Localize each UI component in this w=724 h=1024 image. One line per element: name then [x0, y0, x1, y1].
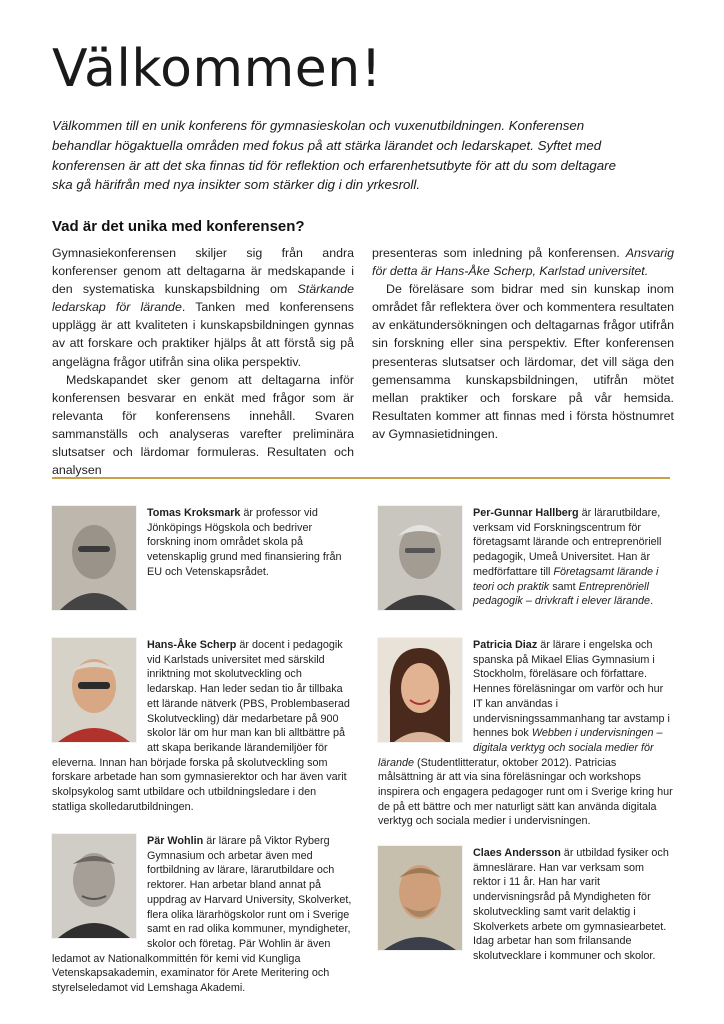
intro-text: Välkommen till en unik konferens för gymnasieskolan och vuxenutbildningen. Konferensen behandlar högaktuella områden med fokus på att stärka lärandet och ledarskapet. Syftet med konferensen är att det ska finnas tid för reflektion och erfarenhetsutbyte för att du som deltagare ska gå härifrån med nya insikter som stärker dig i din yrkesroll. [52, 118, 616, 193]
section-heading: Vad är det unika med konferensen? [52, 218, 305, 235]
speaker-per-gunnar-hallberg: Per-Gunnar Hallberg är lärarutbildare, verksam vid Forskningscentrum för företagsamt lärande och entreprenöriell pedagogik, Umeå Universitet. Han är medförfattare till Företagsamt lärande i teori och praktik samt Entreprenöriell pedagogik – drivkraft i elever lärande. [378, 506, 674, 614]
speaker-hans-ake-scherp: Hans-Åke Scherp är docent i pedagogik vid Karlstads universitet med särskild inriktning mot skolutveckling och ledarskap. Han leder sedan tio år tillbaka ett lärande nätverk (PBS, Problembaserad Skolutveckling) där medarbetare på 900 skolor lär om hur man kan bli alltbättre på att skapa berikande lärandemiljöer för eleverna. Innan han började forska på skolutveckling som forskare arbetade han som gymnasierektor och har även varit skolpsykolog samt utbildare och utbildningsledare i den statliga skolledarutbildningen. [52, 639, 350, 813]
portrait-photo-icon [52, 834, 136, 938]
portrait-photo-icon [378, 846, 462, 950]
portrait-photo-icon [378, 638, 462, 742]
portrait-photo-icon [52, 638, 136, 742]
body-paragraph: Gymnasiekonferensen skiljer sig från andra konferenser genom att deltagarna är medskapande i den systematiska kunskapsbildning om Stärkande ledarskap för lärande. Tanken med konferensens upplägg är att kvaliteten i kunskapsbildningen gynnas av att forskare och praktiker hjälps åt att förstå sig på angelägna frågor utifrån sina olika perspektiv. [52, 246, 354, 369]
portrait-photo-icon [52, 506, 136, 610]
portrait-photo-icon [378, 506, 462, 610]
speaker-tomas-kroksmark: Tomas Kroksmark är professor vid Jönköpings Högskola och bedriver forskning inom området skola på vetenskaplig grund med finansiering från EU och Vetenskapsrådet. [52, 506, 352, 614]
speaker-claes-andersson: Claes Andersson är utbildad fysiker och ämneslärare. Han var verksam som rektor i 11 år. Han har varit undervisningsråd på Myndigheten för skolutveckling samt varit delaktig i Skolverkets arbete om gymnasiearbetet. Idag arbetar han som frilansande skolutvecklare i kommuner och skolor. [378, 846, 674, 964]
body-paragraph: Medskapandet sker genom att deltagarna inför konferensen besvarar en enkät med frågor som är relevanta för konferensens innehåll. Svaren sammanställs och analyseras varefter preliminära slutsatser och lärdomar formuleras. Resultaten och analysen [52, 372, 354, 478]
page-title: Välkommen! [52, 39, 383, 99]
body-column-right [372, 244, 674, 443]
speaker-par-wohlin: Pär Wohlin är lärare på Viktor Ryberg Gymnasium och arbetar även med fortbildning av lärare, lärarutbildare och rektorer. Han arbetar bland annat på uppdrag av Harvard University, Skolverket, flera olika lärarhögskolor runt om i Sverige samt en rad olika kommuner, myndigheter, skolor och företag. Pär Wohlin är även ledamot av Nationalkommittén för kemi vid Kungliga Vetenskapsakademin, examinator för Arete Meritering och styrelseledamot vid Lemshaga Akademi. [52, 835, 352, 995]
body-column-left [52, 244, 354, 479]
body-paragraph: presenteras som inledning på konferensen. Ansvarig för detta är Hans-Åke Scherp, Karlstad universitet. [372, 246, 674, 279]
speaker-patricia-diaz: Patricia Diaz är lärare i engelska och spanska på Mikael Elias Gymnasium i Stockholm, föreläsare och författare. Hennes föreläsningar om varför och hur IT kan användas i undervisningssammanhang tar avstamp i hennes bok Webben i undervisningen – digitala verktyg och sociala medier för lärande (Studentlitteratur, oktober 2012). Patricias målsättning är att via sina föreläsningar och workshops inspirera och engagera pedagoger runt om i Sverige kring hur de på ett bättre och mer naturligt sätt kan använda digitala verktyg och sociala medier i undervisningen. [378, 639, 673, 828]
body-paragraph: De föreläsare som bidrar med sin kunskap inom området får reflektera över och kommentera resultaten av enkätundersökningen och deltagarnas frågor utifrån sin forskning eller sina perspektiv. Efter konferensen presenteras slutsatser och lärdomar, det vill säga den gemensamma kunskapsbildningen, utifrån mötet mellan praktiker och forskare på vår hemsida. Resultaten kommer att finnas med i första höstnumret av Gymnasietidningen. [372, 282, 674, 441]
divider-rule [52, 477, 670, 479]
